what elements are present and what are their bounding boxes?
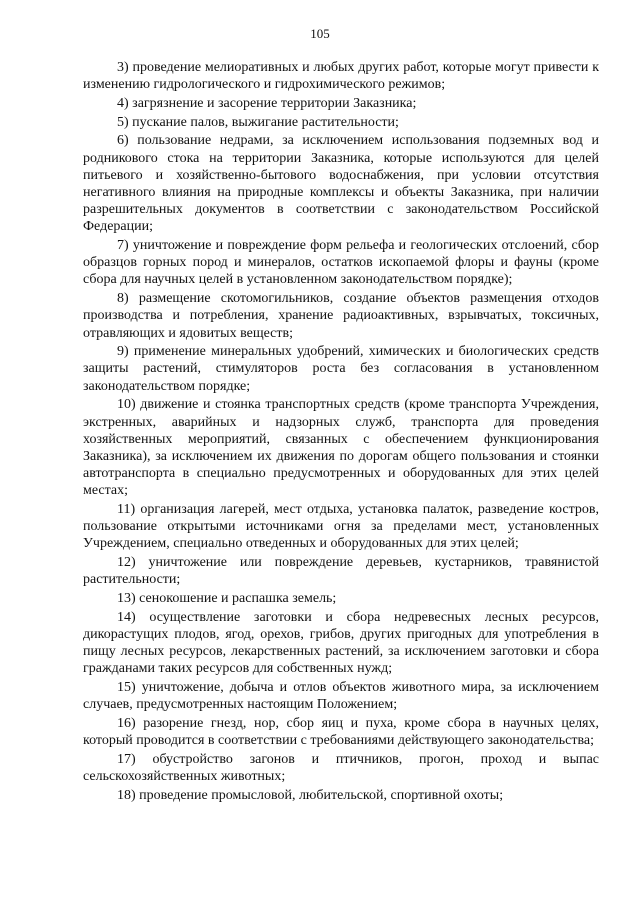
list-item: 6) пользование недрами, за исключением использования подземных вод и родникового стока на территории Заказника, которые используются для целей питьевого и хозяйственно-бытового водоснабжения, при условии отсутствия негативного влияния на природные комплексы и объекты Заказника, при наличии разрешительных документов в соответствии с законодательством Российской Федерации; [83,133,599,235]
list-item: 17) обустройство загонов и птичников, прогон, проход и выпас сельскохозяйственных животных; [83,751,599,785]
list-item: 10) движение и стоянка транспортных средств (кроме транспорта Учреждения, экстренных, аварийных и надзорных служб, транспорта для проведения хозяйственных мероприятий, связанных с обеспечением функционирования Заказника), за исключением их движения по дорогам общего пользования и стоянки автотранспорта в специально предусмотренных и оборудованных для этих целей местах; [83,397,599,499]
list-item: 11) организация лагерей, мест отдыха, установка палаток, разведение костров, пользование открытыми источниками огня за пределами мест, установленных Учреждением, специально отведенных и оборудованных для этих целей; [83,502,599,552]
list-item: 12) уничтожение или повреждение деревьев, кустарников, травянистой растительности; [83,555,599,588]
page-number: 105 [310,26,330,41]
list-item: 14) осуществление заготовки и сбора недревесных лесных ресурсов, дикорастущих плодов, ягод, орехов, грибов, других пригодных для употребления в пищу лесных ресурсов, лекарственных растений, за исключением заготовки и сбора гражданами таких ресурсов для собственных нужд; [83,609,599,677]
list-item: 13) сенокошение и распашка земель; [117,591,337,607]
list-item: 3) проведение мелиоративных и любых других работ, которые могут привести к изменению гидрологического и гидрохимического режимов; [83,60,599,93]
list-item: 15) уничтожение, добыча и отлов объектов животного мира, за исключением случаев, предусмотренных настоящим Положением; [83,680,599,713]
list-item: 4) загрязнение и засорение территории Заказника; [117,95,417,111]
list-item: 8) размещение скотомогильников, создание объектов размещения отходов производства и потребления, хранение радиоактивных, взрывчатых, токсичных, отравляющих и ядовитых веществ; [83,291,599,341]
document-body [83,59,599,806]
list-item: 5) пускание палов, выжигание растительности; [117,114,399,130]
list-item: 16) разорение гнезд, нор, сбор яиц и пуха, кроме сбора в научных целях, который проводится в соответствии с требованиями действующего законодательства; [83,716,599,749]
list-item: 7) уничтожение и повреждение форм рельефа и геологических отслоений, сбор образцов горных пород и минералов, остатков ископаемой флоры и фауны (кроме сбора для научных целей в установленном законодательством порядке); [83,238,599,288]
list-item: 18) проведение промысловой, любительской, спортивной охоты; [117,787,504,803]
list-item: 9) применение минеральных удобрений, химических и биологических средств защиты растений, стимуляторов роста без согласования в установленном законодательством порядке; [83,344,599,394]
